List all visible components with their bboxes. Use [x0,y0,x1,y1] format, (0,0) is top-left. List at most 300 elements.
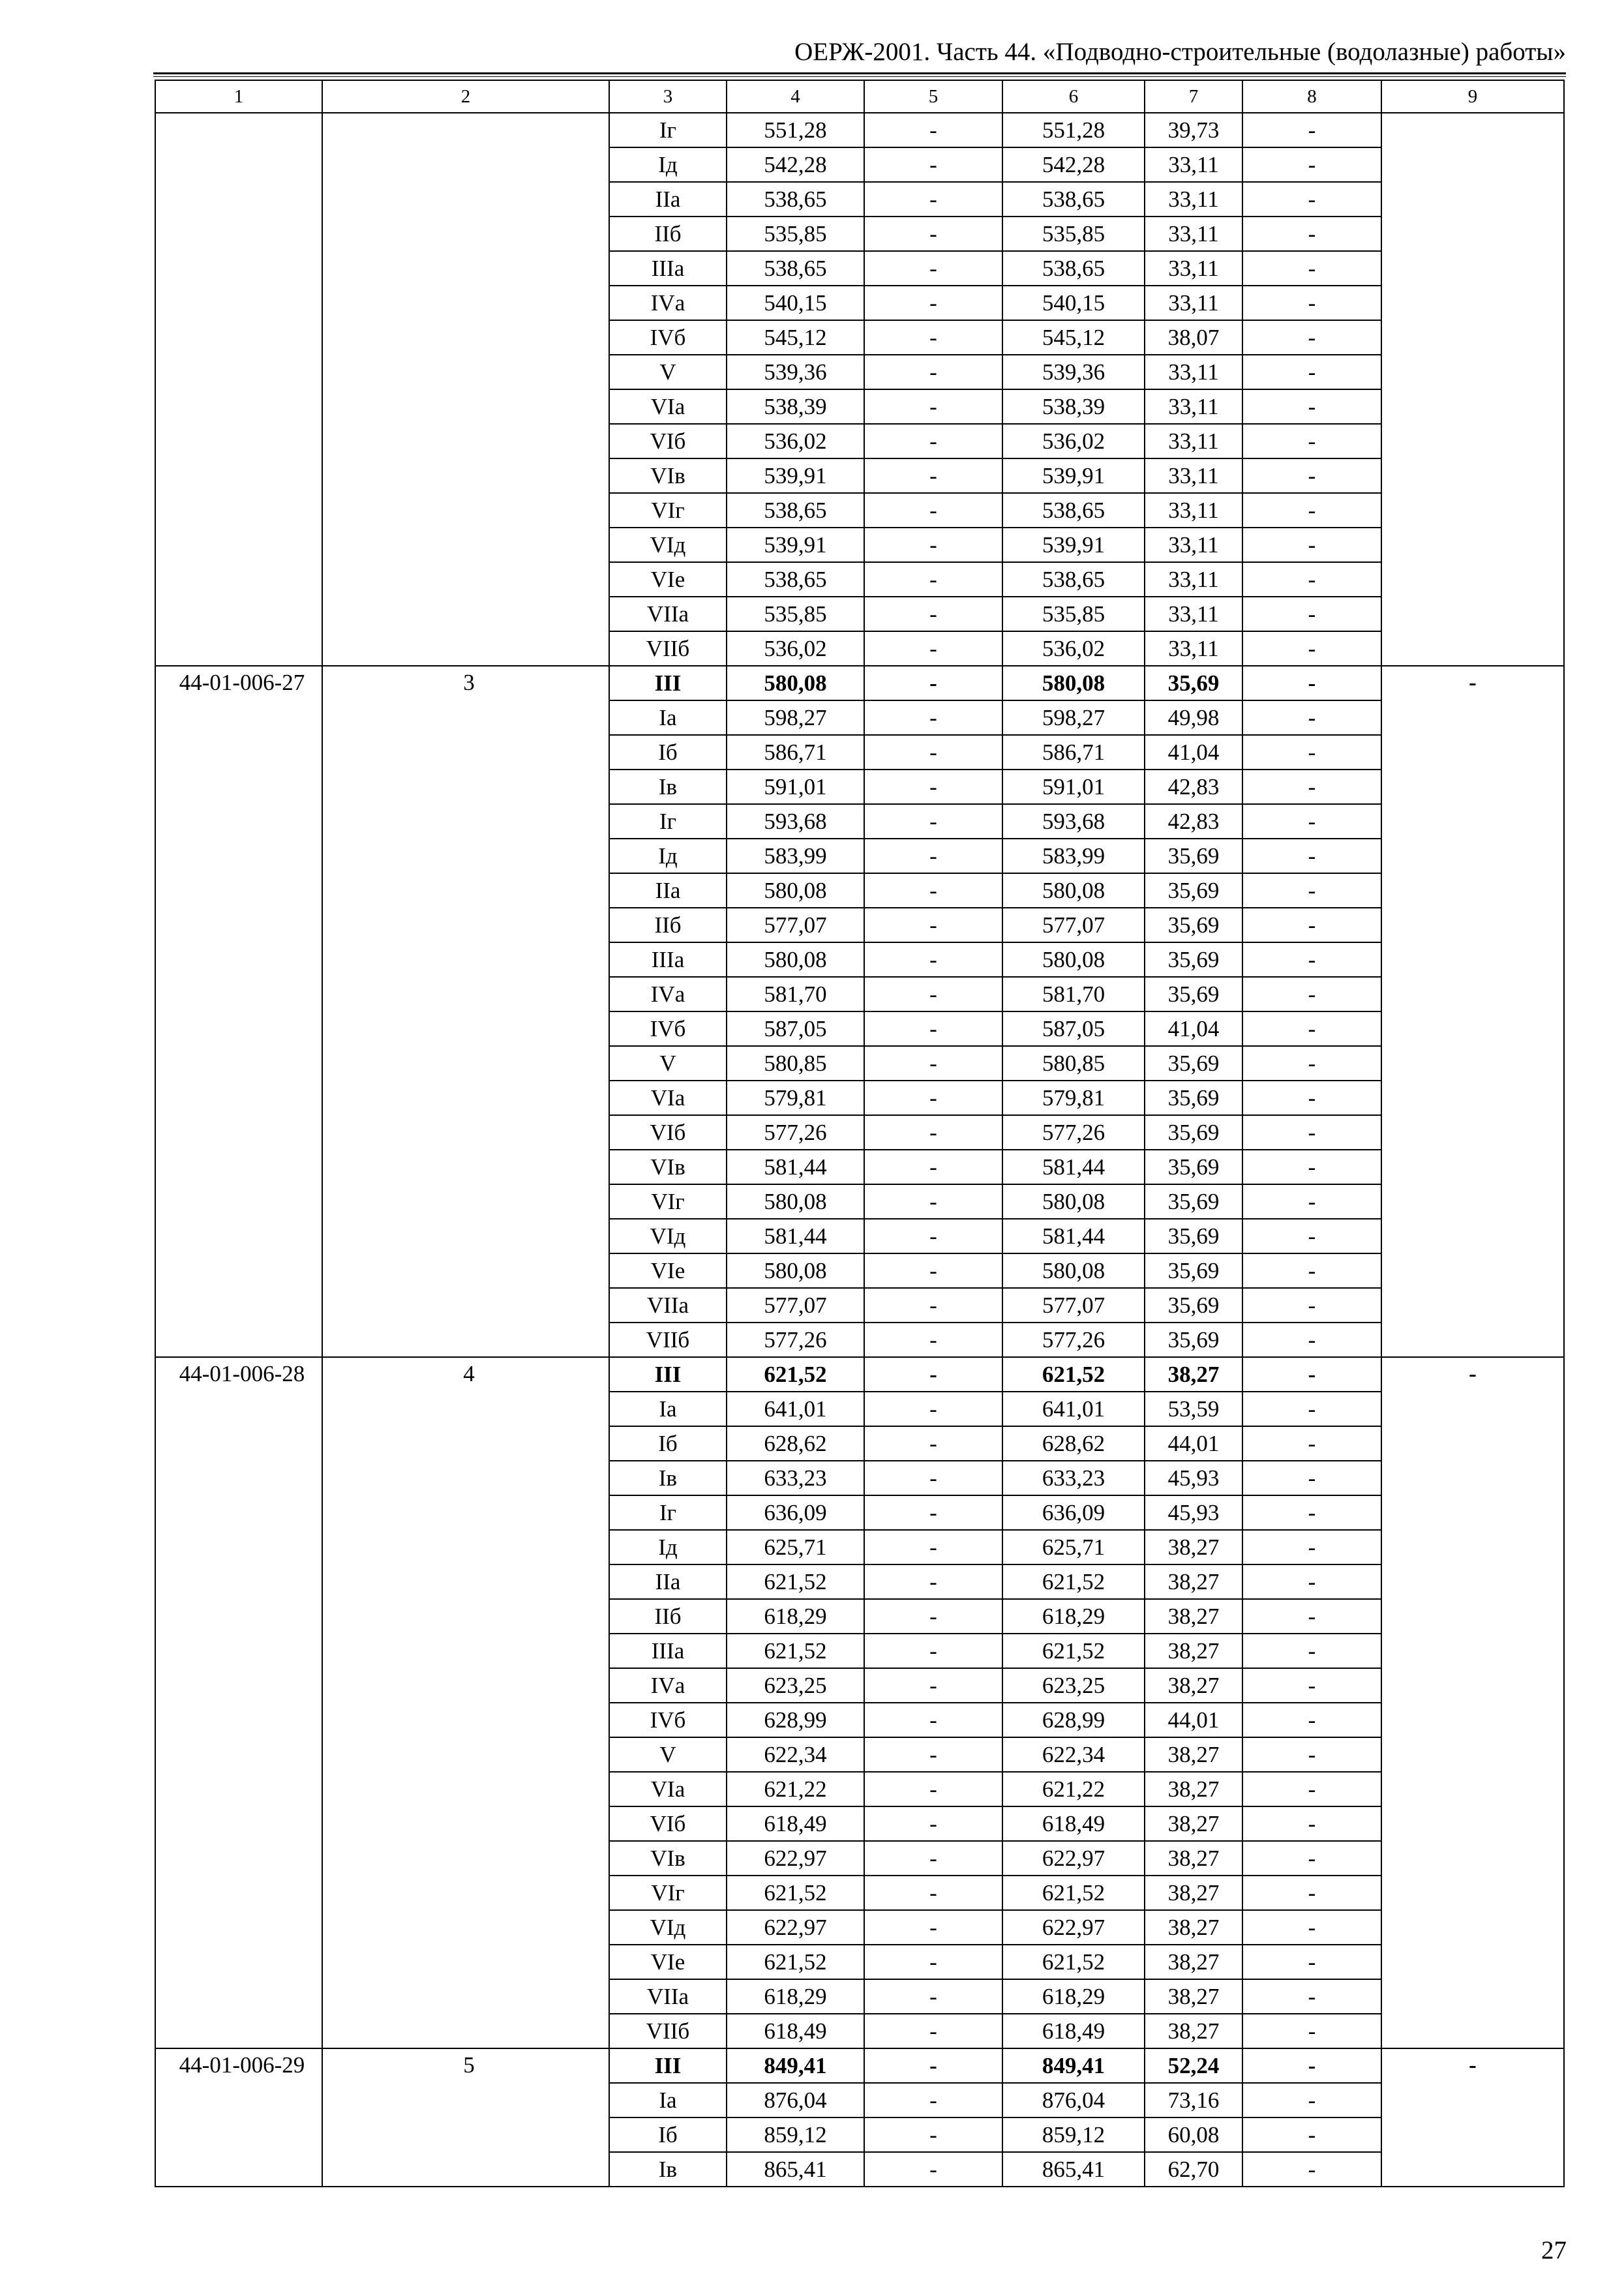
value-col4: 538,39 [727,389,864,424]
value-col9 [1381,458,1564,493]
value-col7: 73,16 [1145,2083,1242,2117]
value-col5: - [864,1737,1002,1772]
table-row [155,2083,1564,2117]
zone-cell: Iв [609,770,727,804]
value-col4: 598,27 [727,700,864,735]
item-code [155,424,322,458]
value-col7: 33,11 [1145,147,1242,182]
value-col6: 641,01 [1002,1392,1145,1426]
value-col4: 577,26 [727,1115,864,1150]
item-number [322,1288,609,1323]
item-code [155,1046,322,1081]
value-col8: - [1242,1288,1381,1323]
value-col4: 593,68 [727,804,864,839]
value-col5: - [864,1634,1002,1668]
value-col9 [1381,182,1564,217]
value-col4: 625,71 [727,1530,864,1564]
value-col6: 622,97 [1002,1841,1145,1876]
value-col9: - [1381,1357,1564,1392]
zone-cell: IIб [609,217,727,251]
value-col5: - [864,1979,1002,2014]
value-col7: 35,69 [1145,839,1242,873]
item-number [322,1081,609,1115]
value-col9 [1381,424,1564,458]
value-col6: 580,08 [1002,942,1145,977]
value-col7: 38,27 [1145,1876,1242,1910]
value-col8: - [1242,1323,1381,1357]
value-col8: - [1242,355,1381,389]
value-col4: 636,09 [727,1495,864,1530]
value-col6: 622,97 [1002,1910,1145,1945]
value-col9 [1381,631,1564,666]
zone-cell: IIа [609,182,727,217]
table-row [155,942,1564,977]
table-row [155,493,1564,528]
value-col8: - [1242,942,1381,977]
table-row [155,1184,1564,1219]
value-col6: 580,08 [1002,666,1145,700]
item-number: 4 [322,1357,609,1392]
value-col7: 38,27 [1145,1599,1242,1634]
value-col6: 618,49 [1002,2014,1145,2048]
item-code [155,1634,322,1668]
value-col5: - [864,977,1002,1011]
value-col4: 633,23 [727,1461,864,1495]
table-row [155,1876,1564,1910]
value-col9 [1381,1841,1564,1876]
value-col5: - [864,700,1002,735]
value-col5: - [864,389,1002,424]
table-row [155,1150,1564,1184]
value-col9 [1381,942,1564,977]
value-col5: - [864,1288,1002,1323]
value-col6: 581,44 [1002,1150,1145,1184]
value-col9 [1381,528,1564,562]
value-col5: - [864,1772,1002,1806]
value-col5: - [864,1668,1002,1703]
value-col6: 598,27 [1002,700,1145,735]
value-col8: - [1242,1150,1381,1184]
table-row [155,1426,1564,1461]
item-code [155,1219,322,1253]
value-col8: - [1242,2152,1381,2187]
value-col5: - [864,562,1002,597]
value-col7: 35,69 [1145,1288,1242,1323]
item-code [155,1184,322,1219]
item-code [155,597,322,631]
value-col9 [1381,1184,1564,1219]
value-col6: 859,12 [1002,2117,1145,2152]
value-col6: 628,99 [1002,1703,1145,1737]
value-col4: 618,49 [727,1806,864,1841]
value-col8: - [1242,2117,1381,2152]
item-code [155,1841,322,1876]
item-number [322,458,609,493]
item-number [322,1841,609,1876]
zone-cell: VIIа [609,1979,727,2014]
value-col7: 33,11 [1145,251,1242,286]
value-col7: 33,11 [1145,424,1242,458]
zone-cell: VIIб [609,2014,727,2048]
zone-cell: IIа [609,873,727,908]
value-col4: 583,99 [727,839,864,873]
table-row [155,1046,1564,1081]
value-col7: 38,27 [1145,1357,1242,1392]
value-col4: 586,71 [727,735,864,770]
table-row [155,770,1564,804]
value-col4: 621,52 [727,1945,864,1979]
zone-cell: VIв [609,458,727,493]
table-row [155,1253,1564,1288]
value-col5: - [864,908,1002,942]
item-code [155,1115,322,1150]
value-col6: 542,28 [1002,147,1145,182]
value-col6: 621,22 [1002,1772,1145,1806]
item-code [155,1288,322,1323]
value-col7: 35,69 [1145,1150,1242,1184]
value-col7: 33,11 [1145,631,1242,666]
value-col4: 621,52 [727,1357,864,1392]
item-code [155,908,322,942]
value-col9 [1381,1461,1564,1495]
value-col7: 35,69 [1145,1115,1242,1150]
item-number [322,1979,609,2014]
zone-cell: VIIб [609,1323,727,1357]
value-col7: 35,69 [1145,1046,1242,1081]
item-number [322,2117,609,2152]
value-col4: 621,22 [727,1772,864,1806]
value-col8: - [1242,1081,1381,1115]
value-col5: - [864,320,1002,355]
value-col8: - [1242,1806,1381,1841]
item-code: 44-01-006-27 [155,666,322,700]
value-col6: 577,26 [1002,1115,1145,1150]
value-col8: - [1242,147,1381,182]
table-row [155,113,1564,147]
column-number-6: 6 [1002,80,1145,113]
table-row [155,320,1564,355]
value-col4: 876,04 [727,2083,864,2117]
table-row [155,1011,1564,1046]
item-number [322,1668,609,1703]
value-col7: 33,11 [1145,528,1242,562]
value-col7: 49,98 [1145,700,1242,735]
item-number [322,1772,609,1806]
item-code [155,2014,322,2048]
value-col6: 621,52 [1002,1945,1145,1979]
value-col4: 628,62 [727,1426,864,1461]
table-row [155,735,1564,770]
value-col8: - [1242,1184,1381,1219]
value-col9 [1381,1150,1564,1184]
value-col4: 580,08 [727,1253,864,1288]
value-col7: 33,11 [1145,389,1242,424]
value-col5: - [864,113,1002,147]
value-col4: 621,52 [727,1876,864,1910]
value-col4: 577,26 [727,1323,864,1357]
table-row [155,389,1564,424]
column-number-7: 7 [1145,80,1242,113]
item-number [322,493,609,528]
value-col7: 38,27 [1145,1772,1242,1806]
item-number [322,2014,609,2048]
header-rule-thick [153,72,1566,74]
value-col5: - [864,528,1002,562]
value-col8: - [1242,977,1381,1011]
value-col9 [1381,873,1564,908]
value-col6: 621,52 [1002,1564,1145,1599]
value-col5: - [864,1392,1002,1426]
value-col9 [1381,286,1564,320]
value-col9 [1381,1703,1564,1737]
value-col6: 618,29 [1002,1979,1145,2014]
table-row [155,666,1564,700]
zone-cell: IIIа [609,1634,727,1668]
item-code [155,113,322,147]
value-col5: - [864,873,1002,908]
table-row [155,286,1564,320]
value-col7: 38,27 [1145,1945,1242,1979]
value-col4: 865,41 [727,2152,864,2187]
value-col9 [1381,804,1564,839]
item-code [155,1530,322,1564]
value-col7: 38,27 [1145,2014,1242,2048]
table-row [155,804,1564,839]
value-col5: - [864,1426,1002,1461]
value-col5: - [864,1184,1002,1219]
value-col9 [1381,113,1564,147]
zone-cell: VIб [609,1115,727,1150]
zone-cell: Iб [609,2117,727,2152]
item-number: 5 [322,2048,609,2083]
value-col6: 636,09 [1002,1495,1145,1530]
zone-cell: VIв [609,1150,727,1184]
value-col4: 538,65 [727,182,864,217]
item-number [322,977,609,1011]
value-col6: 577,07 [1002,908,1145,942]
item-number [322,1426,609,1461]
item-number [322,1046,609,1081]
value-col5: - [864,1150,1002,1184]
table-row [155,1357,1564,1392]
table-row [155,700,1564,735]
value-col5: - [864,631,1002,666]
item-code [155,1806,322,1841]
value-col4: 545,12 [727,320,864,355]
value-col4: 859,12 [727,2117,864,2152]
value-col9 [1381,908,1564,942]
column-number-8: 8 [1242,80,1381,113]
value-col6: 540,15 [1002,286,1145,320]
value-col7: 38,27 [1145,1634,1242,1668]
value-col6: 849,41 [1002,2048,1145,2083]
value-col8: - [1242,1357,1381,1392]
value-col7: 35,69 [1145,942,1242,977]
item-number [322,1219,609,1253]
value-col5: - [864,1530,1002,1564]
item-number [322,2083,609,2117]
value-col5: - [864,1703,1002,1737]
table-row [155,1461,1564,1495]
item-code: 44-01-006-28 [155,1357,322,1392]
item-code [155,1945,322,1979]
value-col6: 580,08 [1002,873,1145,908]
zone-cell: VIе [609,562,727,597]
value-col9 [1381,1979,1564,2014]
value-col5: - [864,2117,1002,2152]
zone-cell: VIе [609,1253,727,1288]
item-code [155,1461,322,1495]
value-col6: 621,52 [1002,1876,1145,1910]
value-col4: 580,85 [727,1046,864,1081]
value-col9 [1381,1530,1564,1564]
value-col4: 628,99 [727,1703,864,1737]
value-col8: - [1242,1461,1381,1495]
value-col6: 580,08 [1002,1184,1145,1219]
value-col5: - [864,1806,1002,1841]
value-col5: - [864,1253,1002,1288]
zone-cell: Iг [609,804,727,839]
value-col9 [1381,1910,1564,1945]
value-col6: 535,85 [1002,597,1145,631]
value-col4: 580,08 [727,666,864,700]
value-col8: - [1242,217,1381,251]
item-code [155,1426,322,1461]
item-code [155,2152,322,2187]
value-col6: 579,81 [1002,1081,1145,1115]
value-col4: 618,29 [727,1599,864,1634]
value-col4: 580,08 [727,873,864,908]
item-code [155,1564,322,1599]
value-col6: 583,99 [1002,839,1145,873]
value-col7: 33,11 [1145,355,1242,389]
item-number [322,1495,609,1530]
item-code [155,147,322,182]
value-col6: 551,28 [1002,113,1145,147]
value-col7: 60,08 [1145,2117,1242,2152]
item-number [322,873,609,908]
value-col8: - [1242,562,1381,597]
table-row [155,2117,1564,2152]
value-col8: - [1242,1426,1381,1461]
item-number [322,1806,609,1841]
zone-cell: IIIа [609,251,727,286]
value-col7: 45,93 [1145,1461,1242,1495]
item-code [155,1081,322,1115]
value-col9 [1381,562,1564,597]
item-number [322,1703,609,1737]
value-col9 [1381,1634,1564,1668]
value-col4: 581,44 [727,1219,864,1253]
value-col9 [1381,1426,1564,1461]
table-row [155,562,1564,597]
value-col8: - [1242,1945,1381,1979]
zone-cell: VIд [609,1219,727,1253]
item-number [322,597,609,631]
table-row [155,528,1564,562]
value-col4: 621,52 [727,1564,864,1599]
value-col8: - [1242,1668,1381,1703]
table-row [155,1323,1564,1357]
value-col4: 539,91 [727,458,864,493]
value-col7: 33,11 [1145,493,1242,528]
value-col5: - [864,217,1002,251]
value-col8: - [1242,839,1381,873]
value-col6: 539,36 [1002,355,1145,389]
item-number [322,1184,609,1219]
value-col8: - [1242,182,1381,217]
value-col4: 622,97 [727,1841,864,1876]
value-col5: - [864,2152,1002,2187]
value-col5: - [864,1461,1002,1495]
table-row [155,2014,1564,2048]
value-col6: 586,71 [1002,735,1145,770]
item-number [322,528,609,562]
value-col5: - [864,1599,1002,1634]
value-col4: 535,85 [727,217,864,251]
zone-cell: VIд [609,1910,727,1945]
zone-cell: III [609,1357,727,1392]
table-row [155,424,1564,458]
value-col9 [1381,355,1564,389]
item-number [322,182,609,217]
value-col7: 38,27 [1145,1564,1242,1599]
table-row [155,1703,1564,1737]
column-number-1: 1 [155,80,322,113]
value-col6: 628,62 [1002,1426,1145,1461]
table-row [155,873,1564,908]
table-row [155,1806,1564,1841]
value-col9 [1381,1599,1564,1634]
value-col8: - [1242,1703,1381,1737]
value-col7: 38,27 [1145,1979,1242,2014]
value-col4: 577,07 [727,908,864,942]
value-col5: - [864,493,1002,528]
zone-cell: Iд [609,839,727,873]
header-rule-thin [153,76,1566,77]
value-col9 [1381,217,1564,251]
item-code [155,735,322,770]
item-number [322,251,609,286]
zone-cell: VIг [609,1876,727,1910]
value-col5: - [864,1564,1002,1599]
item-code [155,631,322,666]
page-number: 27 [1541,2236,1567,2264]
item-code [155,1392,322,1426]
value-col5: - [864,1219,1002,1253]
value-col7: 35,69 [1145,666,1242,700]
zone-cell: VIIа [609,597,727,631]
item-code [155,804,322,839]
value-col5: - [864,839,1002,873]
value-col8: - [1242,1564,1381,1599]
value-col4: 622,34 [727,1737,864,1772]
value-col4: 577,07 [727,1288,864,1323]
value-col4: 591,01 [727,770,864,804]
value-col6: 538,65 [1002,562,1145,597]
value-col6: 539,91 [1002,528,1145,562]
value-col9 [1381,1115,1564,1150]
value-col7: 33,11 [1145,458,1242,493]
value-col7: 38,27 [1145,1841,1242,1876]
value-col5: - [864,2014,1002,2048]
item-code [155,1253,322,1288]
value-col6: 580,85 [1002,1046,1145,1081]
value-col4: 587,05 [727,1011,864,1046]
value-col8: - [1242,1530,1381,1564]
table-row [155,182,1564,217]
value-col7: 35,69 [1145,1219,1242,1253]
